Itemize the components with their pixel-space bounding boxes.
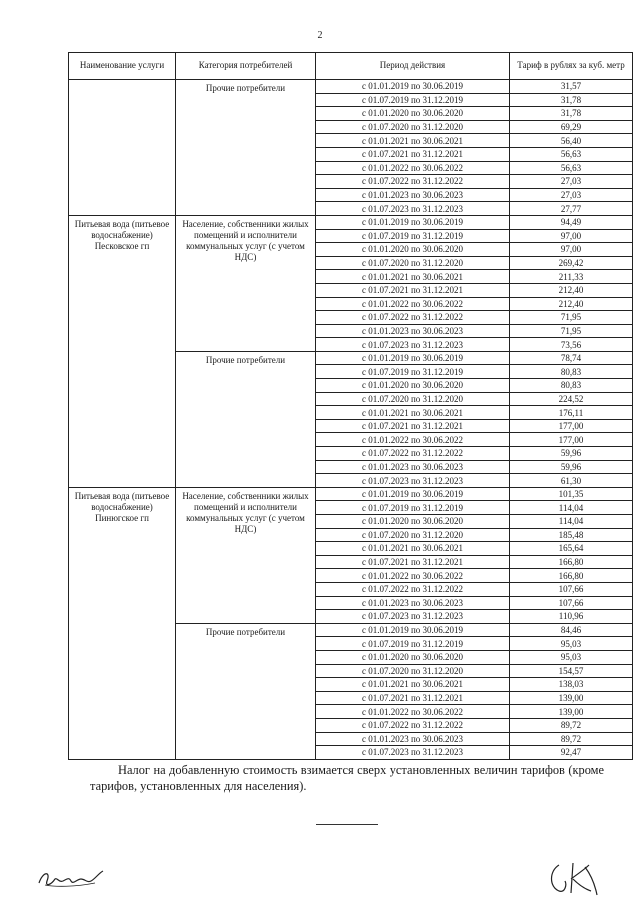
period-cell: с 01.01.2021 по 30.06.2021: [316, 542, 510, 556]
period-cell: с 01.07.2019 по 31.12.2019: [316, 365, 510, 379]
tariff-table: [68, 52, 633, 760]
tariff-cell: 56,63: [510, 147, 633, 161]
page-number: 2: [317, 30, 323, 41]
tariff-cell: 73,56: [510, 338, 633, 352]
header-tariff: Тариф в рублях за куб. метр: [510, 53, 633, 80]
period-cell: с 01.01.2019 по 30.06.2019: [316, 80, 510, 94]
tariff-cell: 138,03: [510, 678, 633, 692]
tariff-cell: 224,52: [510, 392, 633, 406]
header-category: Категория потребителей: [176, 53, 316, 80]
tariff-cell: 177,00: [510, 419, 633, 433]
tariff-cell: 92,47: [510, 746, 633, 760]
tariff-cell: 89,72: [510, 718, 633, 732]
period-cell: с 01.01.2023 по 30.06.2023: [316, 596, 510, 610]
period-cell: с 01.07.2021 по 31.12.2021: [316, 283, 510, 297]
period-cell: с 01.01.2020 по 30.06.2020: [316, 515, 510, 529]
period-cell: с 01.01.2020 по 30.06.2020: [316, 107, 510, 121]
period-cell: с 01.01.2022 по 30.06.2022: [316, 705, 510, 719]
period-cell: с 01.07.2019 по 31.12.2019: [316, 229, 510, 243]
tariff-cell: 185,48: [510, 528, 633, 542]
period-cell: с 01.07.2020 по 31.12.2020: [316, 664, 510, 678]
table-body: [69, 80, 633, 760]
period-cell: с 01.07.2021 по 31.12.2021: [316, 555, 510, 569]
period-cell: с 01.07.2022 по 31.12.2022: [316, 311, 510, 325]
tariff-cell: 114,04: [510, 515, 633, 529]
tariff-cell: 56,63: [510, 161, 633, 175]
consumer-category-cell: Прочие потребители: [176, 80, 316, 216]
tariff-cell: 69,29: [510, 120, 633, 134]
period-cell: с 01.01.2021 по 30.06.2021: [316, 270, 510, 284]
period-cell: с 01.01.2022 по 30.06.2022: [316, 161, 510, 175]
period-cell: с 01.07.2022 по 31.12.2022: [316, 718, 510, 732]
tariff-cell: 31,78: [510, 107, 633, 121]
tariff-cell: 31,57: [510, 80, 633, 94]
tariff-cell: 71,95: [510, 311, 633, 325]
service-name-cell: Питьевая вода (питьевое водоснабжение) Пинюгское гп: [69, 487, 176, 759]
tariff-cell: 212,40: [510, 283, 633, 297]
tariff-cell: 177,00: [510, 433, 633, 447]
consumer-category-cell: Прочие потребители: [176, 351, 316, 487]
period-cell: с 01.01.2021 по 30.06.2021: [316, 406, 510, 420]
tariff-cell: 107,66: [510, 596, 633, 610]
tariff-cell: 269,42: [510, 256, 633, 270]
tariff-cell: 59,96: [510, 460, 633, 474]
signature-left: [35, 865, 107, 896]
tariff-cell: 166,80: [510, 555, 633, 569]
consumer-category-cell: Население, собственники жилых помещений и исполнители коммунальных услуг (с учетом НДС): [176, 215, 316, 351]
period-cell: с 01.01.2021 по 30.06.2021: [316, 134, 510, 148]
tariff-cell: 97,00: [510, 229, 633, 243]
period-cell: с 01.01.2022 по 30.06.2022: [316, 433, 510, 447]
tariff-cell: 89,72: [510, 732, 633, 746]
period-cell: с 01.01.2019 по 30.06.2019: [316, 351, 510, 365]
period-cell: с 01.01.2019 по 30.06.2019: [316, 623, 510, 637]
period-cell: с 01.07.2022 по 31.12.2022: [316, 447, 510, 461]
period-cell: с 01.07.2023 по 31.12.2023: [316, 338, 510, 352]
tariff-cell: 212,40: [510, 297, 633, 311]
tariff-cell: 139,00: [510, 691, 633, 705]
tariff-cell: 176,11: [510, 406, 633, 420]
tariff-cell: 78,74: [510, 351, 633, 365]
tariff-cell: 107,66: [510, 582, 633, 596]
tariff-cell: 95,03: [510, 637, 633, 651]
tariff-cell: 97,00: [510, 243, 633, 257]
tariff-cell: 95,03: [510, 650, 633, 664]
tariff-cell: 165,64: [510, 542, 633, 556]
consumer-category-cell: Население, собственники жилых помещений и исполнители коммунальных услуг (с учетом НДС): [176, 487, 316, 623]
period-cell: с 01.01.2019 по 30.06.2019: [316, 487, 510, 501]
divider-line: [316, 824, 378, 825]
header-period: Период действия: [316, 53, 510, 80]
table-header-row: [69, 53, 633, 80]
signature-right: [545, 855, 607, 904]
period-cell: с 01.07.2020 по 31.12.2020: [316, 392, 510, 406]
tariff-cell: 101,35: [510, 487, 633, 501]
tariff-cell: 154,57: [510, 664, 633, 678]
service-name-cell: Питьевая вода (питьевое водоснабжение) Песковское гп: [69, 215, 176, 487]
tariff-cell: 84,46: [510, 623, 633, 637]
period-cell: с 01.01.2019 по 30.06.2019: [316, 215, 510, 229]
tariff-cell: 27,77: [510, 202, 633, 216]
period-cell: с 01.07.2019 по 31.12.2019: [316, 637, 510, 651]
period-cell: с 01.01.2023 по 30.06.2023: [316, 460, 510, 474]
table-row: [69, 487, 633, 501]
period-cell: с 01.07.2019 по 31.12.2019: [316, 93, 510, 107]
period-cell: с 01.07.2023 по 31.12.2023: [316, 474, 510, 488]
tariff-cell: 31,78: [510, 93, 633, 107]
period-cell: с 01.01.2023 по 30.06.2023: [316, 188, 510, 202]
period-cell: с 01.07.2023 по 31.12.2023: [316, 746, 510, 760]
table-row: [69, 215, 633, 229]
period-cell: с 01.07.2021 по 31.12.2021: [316, 147, 510, 161]
period-cell: с 01.07.2020 по 31.12.2020: [316, 120, 510, 134]
period-cell: с 01.01.2020 по 30.06.2020: [316, 243, 510, 257]
period-cell: с 01.07.2021 по 31.12.2021: [316, 691, 510, 705]
table-row: [69, 80, 633, 94]
period-cell: с 01.07.2022 по 31.12.2022: [316, 582, 510, 596]
period-cell: с 01.07.2020 по 31.12.2020: [316, 256, 510, 270]
tariff-cell: 110,96: [510, 610, 633, 624]
header-service: Наименование услуги: [69, 53, 176, 80]
tariff-cell: 211,33: [510, 270, 633, 284]
period-cell: с 01.07.2023 по 31.12.2023: [316, 610, 510, 624]
tariff-cell: 80,83: [510, 379, 633, 393]
period-cell: с 01.01.2023 по 30.06.2023: [316, 324, 510, 338]
period-cell: с 01.07.2023 по 31.12.2023: [316, 202, 510, 216]
period-cell: с 01.07.2020 по 31.12.2020: [316, 528, 510, 542]
service-name-cell: [69, 80, 176, 216]
period-cell: с 01.01.2020 по 30.06.2020: [316, 650, 510, 664]
period-cell: с 01.07.2019 по 31.12.2019: [316, 501, 510, 515]
period-cell: с 01.01.2021 по 30.06.2021: [316, 678, 510, 692]
period-cell: с 01.01.2022 по 30.06.2022: [316, 569, 510, 583]
tariff-cell: 59,96: [510, 447, 633, 461]
period-cell: с 01.07.2021 по 31.12.2021: [316, 419, 510, 433]
tariff-cell: 94,49: [510, 215, 633, 229]
tariff-cell: 71,95: [510, 324, 633, 338]
period-cell: с 01.01.2022 по 30.06.2022: [316, 297, 510, 311]
period-cell: с 01.07.2022 по 31.12.2022: [316, 175, 510, 189]
tariff-cell: 61,30: [510, 474, 633, 488]
vat-footnote: Налог на добавленную стоимость взимается сверх установленных величин тарифов (кроме тарифов, установленных для населения).: [90, 763, 604, 793]
period-cell: с 01.01.2023 по 30.06.2023: [316, 732, 510, 746]
period-cell: с 01.01.2020 по 30.06.2020: [316, 379, 510, 393]
tariff-cell: 139,00: [510, 705, 633, 719]
tariff-cell: 80,83: [510, 365, 633, 379]
consumer-category-cell: Прочие потребители: [176, 623, 316, 759]
tariff-cell: 27,03: [510, 175, 633, 189]
tariff-cell: 27,03: [510, 188, 633, 202]
tariff-cell: 114,04: [510, 501, 633, 515]
tariff-cell: 56,40: [510, 134, 633, 148]
tariff-cell: 166,80: [510, 569, 633, 583]
